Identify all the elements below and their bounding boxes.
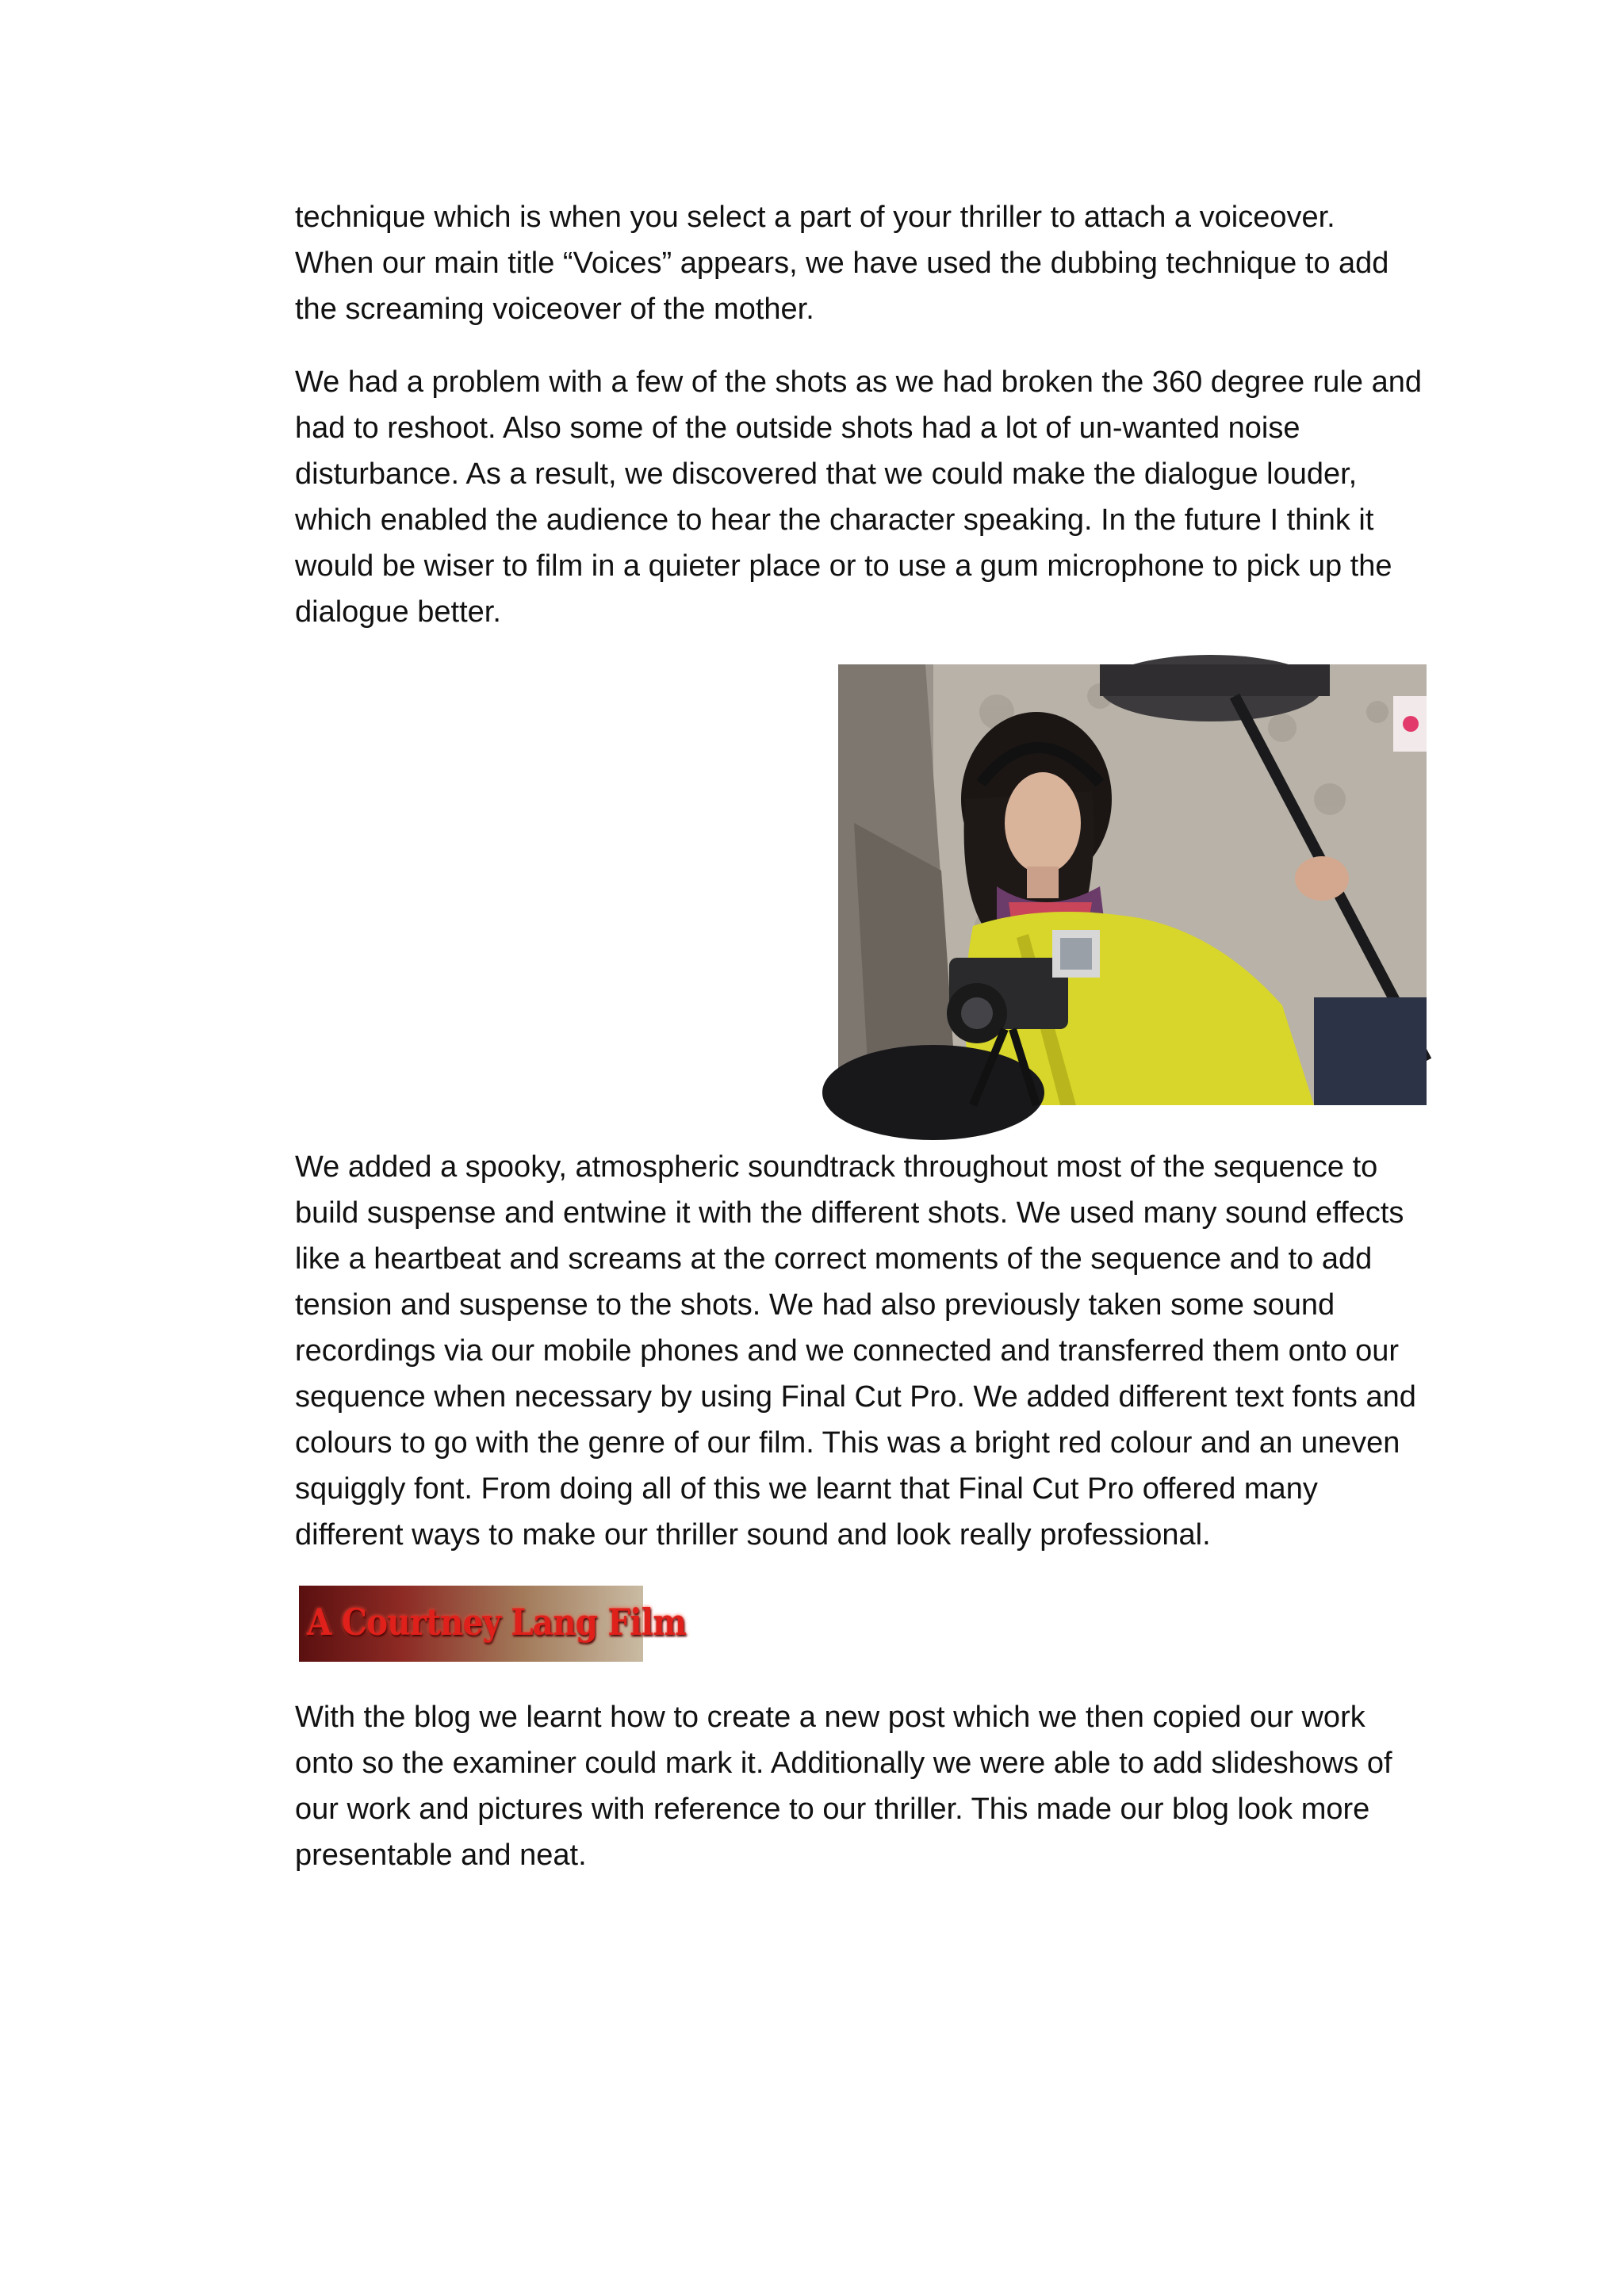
paragraph-soundtrack: We added a spooky, atmospheric soundtrack throughout most of the sequence to build suspense and entwine it with the different shots. We used many sound effects like a heartbeat and screams at the correct moments of the sequence and to add tension and suspense to the shots. We had also previously taken some sound recordings via our mobile phones and we connected and transferred them onto our sequence when necessary by using Final Cut Pro. We added different text fonts and colours to go with the genre of our film. This was a bright red colour and an uneven squiggly font. From doing all of this we learnt that Final Cut Pro offered many different ways to make our thriller sound and look really professional. (295, 1150, 1416, 1552)
photo-girl-with-boom-microphone (838, 664, 1427, 1105)
paragraph-reshoot-problem: We had a problem with a few of the shots as we had broken the 360 degree rule and had to reshoot. Also some of the outside shots had a lot of un-wanted noise disturbance. As a result, we discovered that we could make the dialogue louder, which enabled the audience to hear the character speaking. In the future I think it would be wiser to film in a quieter place or to use a gum microphone to pick up the dialogue better. (295, 365, 1422, 629)
film-title-banner-image (299, 1586, 687, 1662)
paragraph-dubbing: technique which is when you select a part of your thriller to attach a voiceover. When our main title “Voices” appears, we have used the dubbing technique to add the screaming voiceover of the mother. (295, 201, 1389, 326)
paragraph-blog: With the blog we learnt how to create a new post which we then copied our work onto so the examiner could mark it. Additionally we were able to add slideshows of our work and pictures with reference to our thriller. This made our blog look more presentable and neat. (295, 1701, 1392, 1872)
banner-title-text: A Courtney Lang Film (307, 1601, 687, 1644)
